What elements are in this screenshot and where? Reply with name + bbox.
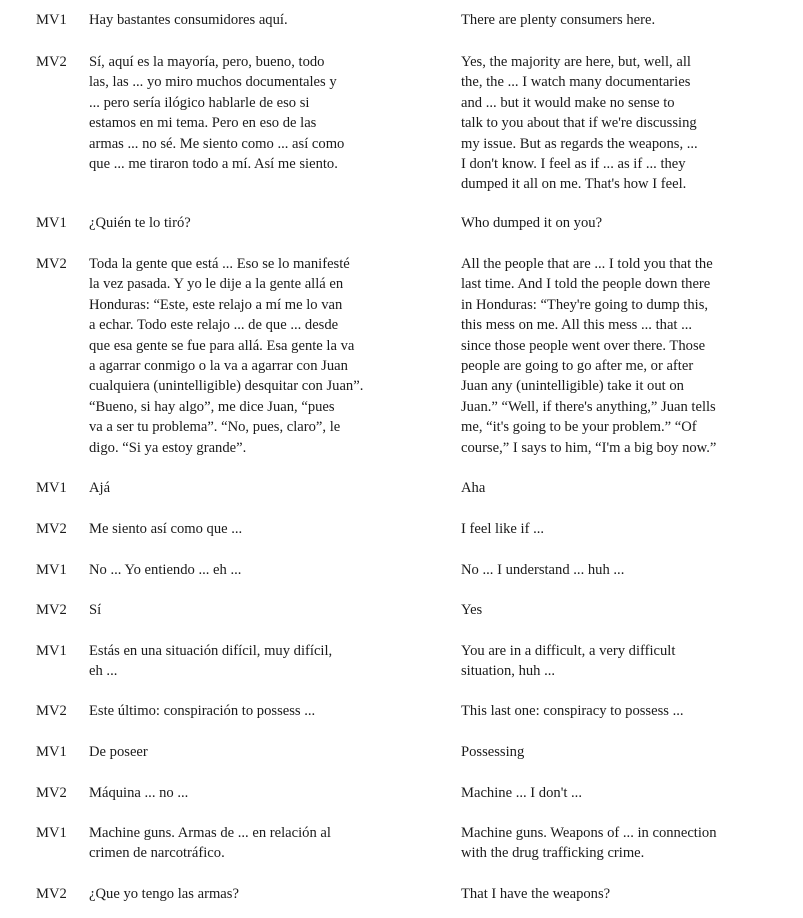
english-line: Machine guns. Weapons of ... in connection xyxy=(461,825,717,841)
english-line: That I have the weapons? xyxy=(461,886,611,902)
english-line: Machine ... I don't ... xyxy=(461,785,582,801)
english-text xyxy=(461,213,791,233)
spanish-line: va a ser tu problema”. “No, pues, claro”, le xyxy=(89,419,341,436)
speaker-label: MV1 xyxy=(36,215,67,231)
speaker-label: MV1 xyxy=(36,12,67,28)
speaker-label: MV1 xyxy=(36,480,67,496)
spanish-text xyxy=(89,10,434,30)
english-text xyxy=(461,884,791,904)
spanish-line: “Bueno, si hay algo”, me dice Juan, “pues xyxy=(89,398,335,415)
english-text xyxy=(461,519,791,539)
english-line: and ... but it would make no sense to xyxy=(461,94,675,111)
speaker-label: MV2 xyxy=(36,785,67,801)
spanish-line: eh ... xyxy=(89,663,118,680)
spanish-text xyxy=(89,519,434,539)
spanish-line: Estás en una situación difícil, muy difícil, xyxy=(89,643,333,659)
english-line: me, “it's going to be your problem.” “Of xyxy=(461,419,697,436)
english-text xyxy=(461,254,791,458)
english-line: Possessing xyxy=(461,744,525,760)
spanish-line: Ajá xyxy=(89,480,111,496)
english-text xyxy=(461,641,791,682)
spanish-text xyxy=(89,254,434,458)
spanish-line: a echar. Todo este relajo ... de que ... desde xyxy=(89,317,339,334)
spanish-line: Sí, aquí es la mayoría, pero, bueno, todo xyxy=(89,54,325,70)
english-line: Yes, the majority are here, but, well, all xyxy=(461,54,691,70)
speaker-label: MV2 xyxy=(36,521,67,537)
speaker-label: MV1 xyxy=(36,825,67,841)
english-text xyxy=(461,701,791,721)
english-line: this mess on me. All this mess ... that ... xyxy=(461,317,693,334)
spanish-line: Sí xyxy=(89,602,102,618)
spanish-line: Hay bastantes consumidores aquí. xyxy=(89,12,288,28)
spanish-text xyxy=(89,600,434,620)
spanish-line: Toda la gente que está ... Eso se lo manifesté xyxy=(89,256,350,272)
english-line: since those people went over there. Those xyxy=(461,337,706,354)
english-line: All the people that are ... I told you that the xyxy=(461,256,713,272)
english-text xyxy=(461,52,791,195)
spanish-text xyxy=(89,641,434,682)
english-line: I feel like if ... xyxy=(461,521,545,537)
english-line: the, the ... I watch many documentaries xyxy=(461,74,691,91)
spanish-line: Este último: conspiración to possess ... xyxy=(89,703,316,719)
spanish-line: a agarrar conmigo o la va a agarrar con Juan xyxy=(89,358,348,375)
spanish-line: que ... me tiraron todo a mí. Así me siento. xyxy=(89,156,338,173)
speaker-label: MV2 xyxy=(36,602,67,618)
english-line: I don't know. I feel as if ... as if ... they xyxy=(461,156,686,173)
speaker-label: MV2 xyxy=(36,886,67,902)
spanish-text xyxy=(89,478,434,498)
spanish-text xyxy=(89,52,434,174)
english-line: dumped it all on me. That's how I feel. xyxy=(461,176,687,193)
english-line: You are in a difficult, a very difficult xyxy=(461,643,676,659)
english-line: situation, huh ... xyxy=(461,663,556,680)
speaker-label: MV1 xyxy=(36,562,67,578)
english-text xyxy=(461,560,791,580)
speaker-label: MV2 xyxy=(36,256,67,272)
spanish-line: Honduras: “Este, este relajo a mí me lo van xyxy=(89,296,343,313)
spanish-line: Máquina ... no ... xyxy=(89,785,189,801)
spanish-line: crimen de narcotráfico. xyxy=(89,845,225,862)
english-line: Yes xyxy=(461,602,483,618)
spanish-text xyxy=(89,701,434,721)
english-line: No ... I understand ... huh ... xyxy=(461,562,625,578)
english-text xyxy=(461,10,791,30)
spanish-line: cualquiera (unintelligible) desquitar con Juan”. xyxy=(89,378,364,395)
spanish-line: que esa gente se fue para allá. Esa gente la va xyxy=(89,337,355,354)
english-line: talk to you about that if we're discussing xyxy=(461,115,697,132)
spanish-line: las, las ... yo miro muchos documentales y xyxy=(89,74,337,91)
speaker-label: MV2 xyxy=(36,54,67,70)
english-line: Juan.” “Well, if there's anything,” Juan tells xyxy=(461,398,716,415)
spanish-line: ¿Que yo tengo las armas? xyxy=(89,886,239,902)
english-line: in Honduras: “They're going to dump this, xyxy=(461,296,709,313)
english-line: Aha xyxy=(461,480,486,496)
spanish-text xyxy=(89,742,434,762)
english-line: This last one: conspiracy to possess ... xyxy=(461,703,684,719)
spanish-line: armas ... no sé. Me siento como ... así como xyxy=(89,135,345,152)
spanish-line: Me siento así como que ... xyxy=(89,521,243,537)
english-line: Who dumped it on you? xyxy=(461,215,603,231)
spanish-line: digo. “Si ya estoy grande”. xyxy=(89,439,247,456)
english-text xyxy=(461,823,791,864)
english-line: Juan any (unintelligible) take it out on xyxy=(461,378,684,395)
english-line: last time. And I told the people down there xyxy=(461,276,711,293)
spanish-line: Machine guns. Armas de ... en relación al xyxy=(89,825,331,841)
spanish-text xyxy=(89,213,434,233)
english-line: people are going to go after me, or after xyxy=(461,358,694,375)
spanish-text xyxy=(89,783,434,803)
spanish-line: No ... Yo entiendo ... eh ... xyxy=(89,562,242,578)
spanish-line: De poseer xyxy=(89,744,148,760)
english-text xyxy=(461,742,791,762)
spanish-text xyxy=(89,560,434,580)
spanish-line: ... pero sería ilógico hablarle de eso si xyxy=(89,94,310,111)
english-text xyxy=(461,600,791,620)
spanish-line: ¿Quién te lo tiró? xyxy=(89,215,191,231)
spanish-line: la vez pasada. Y yo le dije a la gente allá en xyxy=(89,276,344,293)
english-line: my issue. But as regards the weapons, ... xyxy=(461,135,698,152)
english-text xyxy=(461,478,791,498)
english-line: course,” I says to him, “I'm a big boy now.” xyxy=(461,439,717,456)
speaker-label: MV1 xyxy=(36,643,67,659)
speaker-label: MV1 xyxy=(36,744,67,760)
english-text xyxy=(461,783,791,803)
spanish-text xyxy=(89,884,434,904)
spanish-line: estamos en mi tema. Pero en eso de las xyxy=(89,115,317,132)
speaker-label: MV2 xyxy=(36,703,67,719)
english-line: with the drug trafficking crime. xyxy=(461,845,645,862)
spanish-text xyxy=(89,823,434,864)
english-line: There are plenty consumers here. xyxy=(461,12,656,28)
